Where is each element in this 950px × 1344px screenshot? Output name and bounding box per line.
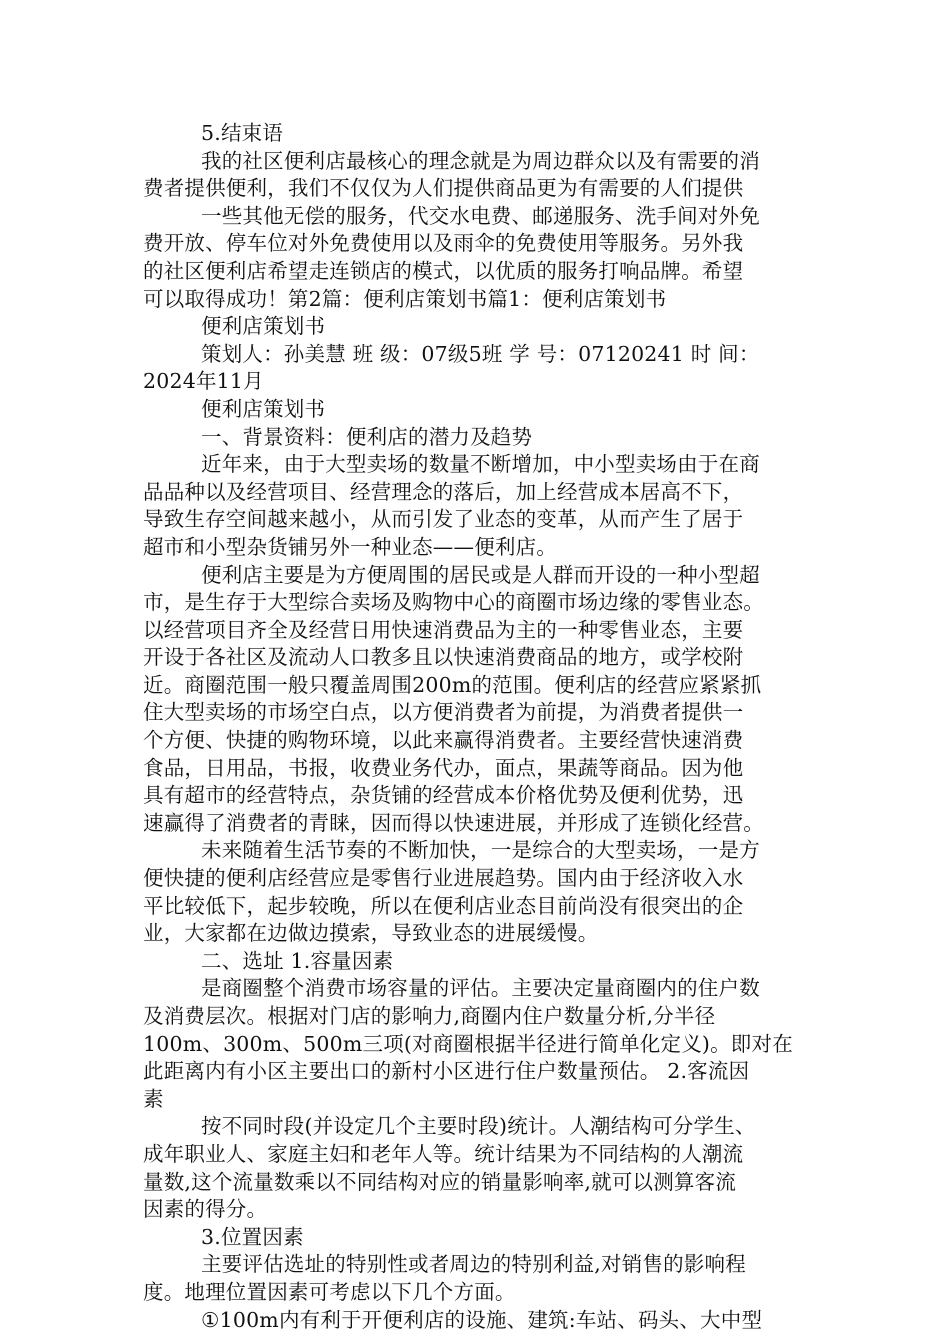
text-line: 未来随着生活节奏的不断加快，一是综合的大型卖场，一是方 (201, 838, 760, 863)
text-line: 按不同时段(并设定几个主要时段)统计。人潮结构可分学生、 (201, 1114, 756, 1139)
text-line: 品品种以及经营项目、经营理念的落后，加上经营成本居高不下， (143, 479, 744, 504)
text-line: 因素的得分。 (143, 1197, 268, 1222)
text-line: 我的社区便利店最核心的理念就是为周边群众以及有需要的消 (201, 148, 760, 173)
text-line: 具有超市的经营特点，杂货铺的经营成本价格优势及便利优势，迅 (143, 783, 744, 808)
document-body (143, 120, 811, 1334)
text-line: 市，是生存于大型综合卖场及购物中心的商圈市场边缘的零售业态。 (143, 590, 764, 615)
text-line: 开设于各社区及流动人口教多且以快速消费商品的地方，或学校附 (143, 645, 744, 670)
text-line: 可以取得成功！第2篇：便利店策划书篇1：便利店策划书 (143, 286, 667, 311)
text-line: 便利店策划书 (201, 396, 326, 421)
text-line: 平比较低下，起步较晚，所以在便利店业态目前尚没有很突出的企 (143, 893, 744, 918)
text-line: 近。商圈范围一般只覆盖周围200m的范围。便利店的经营应紧紧抓 (143, 672, 762, 697)
text-line: 成年职业人、家庭主妇和老年人等。统计结果为不同结构的人潮流 (143, 1141, 744, 1166)
text-line: 度。地理位置因素可考虑以下几个方面。 (143, 1279, 516, 1304)
text-line: 以经营项目齐全及经营日用快速消费品为主的一种零售业态，主要 (143, 617, 744, 642)
text-line: 速赢得了消费者的青睐，因而得以快速进展，并形成了连锁化经营。 (143, 810, 764, 835)
text-line: 是商圈整个消费市场容量的评估。主要决定量商圈内的住户数 (201, 976, 760, 1001)
text-line: 费者提供便利，我们不仅仅为人们提供商品更为有需要的人们提供 (143, 176, 744, 201)
text-line: 一些其他无偿的服务，代交水电费、邮递服务、洗手间对外免 (201, 203, 760, 228)
text-line: 个方便、快捷的购物环境，以此来赢得消费者。主要经营快速消费 (143, 728, 744, 753)
text-line: 量数,这个流量数乘以不同结构对应的销量影响率,就可以测算客流 (143, 1169, 737, 1194)
text-line: 的社区便利店希望走连锁店的模式，以优质的服务打响品牌。希望 (143, 258, 744, 283)
text-line: 超市和小型杂货铺另外一种业态——便利店。 (143, 534, 557, 559)
text-line: ①100m内有利于开便利店的设施、建筑:车站、码头、大中型 (201, 1307, 763, 1332)
text-line: 5.结束语 (201, 121, 284, 145)
text-line: 100m、300m、500m三项(对商圈根据半径进行简单化定义)。即对在 (143, 1031, 793, 1056)
text-line: 业，大家都在边做边摸索，导致业态的进展缓慢。 (143, 921, 599, 946)
text-line: 二、选址 1.容量因素 (201, 948, 394, 973)
text-line: 3.位置因素 (201, 1224, 304, 1249)
text-line: 住大型卖场的市场空白点，以方便消费者为前提，为消费者提供一 (143, 700, 744, 725)
text-line: 主要评估选址的特别性或者周边的特别利益,对销售的影响程 (201, 1252, 746, 1277)
text-line: 策划人：孙美慧 班 级：07级5班 学 号：07120241 时 间： (201, 341, 760, 366)
text-line: 导致生存空间越来越小，从而引发了业态的变革，从而产生了居于 (143, 507, 744, 532)
text-line: 食品，日用品，书报，收费业务代办，面点，果蔬等商品。因为他 (143, 755, 744, 780)
text-line: 及消费层次。根据对门店的影响力,商圈内住户数量分析,分半径 (143, 1004, 716, 1028)
text-line: 便利店策划书 (201, 314, 326, 339)
text-line: 近年来，由于大型卖场的数量不断增加，中小型卖场由于在商 (201, 452, 760, 477)
text-line: 便快捷的便利店经营应是零售行业进展趋势。国内由于经济收入水 (143, 866, 744, 891)
text-line: 此距离内有小区主要出口的新村小区进行住户数量预估。 2.客流因 (143, 1059, 750, 1084)
text-line: 一、背景资料：便利店的潜力及趋势 (201, 424, 533, 449)
text-line: 2024年11月 (143, 369, 264, 394)
text-line: 费开放、停车位对外免费使用以及雨伞的免费使用等服务。另外我 (143, 231, 744, 256)
text-line: 便利店主要是为方便周围的居民或是人群而开设的一种小型超 (201, 562, 760, 587)
text-line: 素 (143, 1086, 164, 1111)
